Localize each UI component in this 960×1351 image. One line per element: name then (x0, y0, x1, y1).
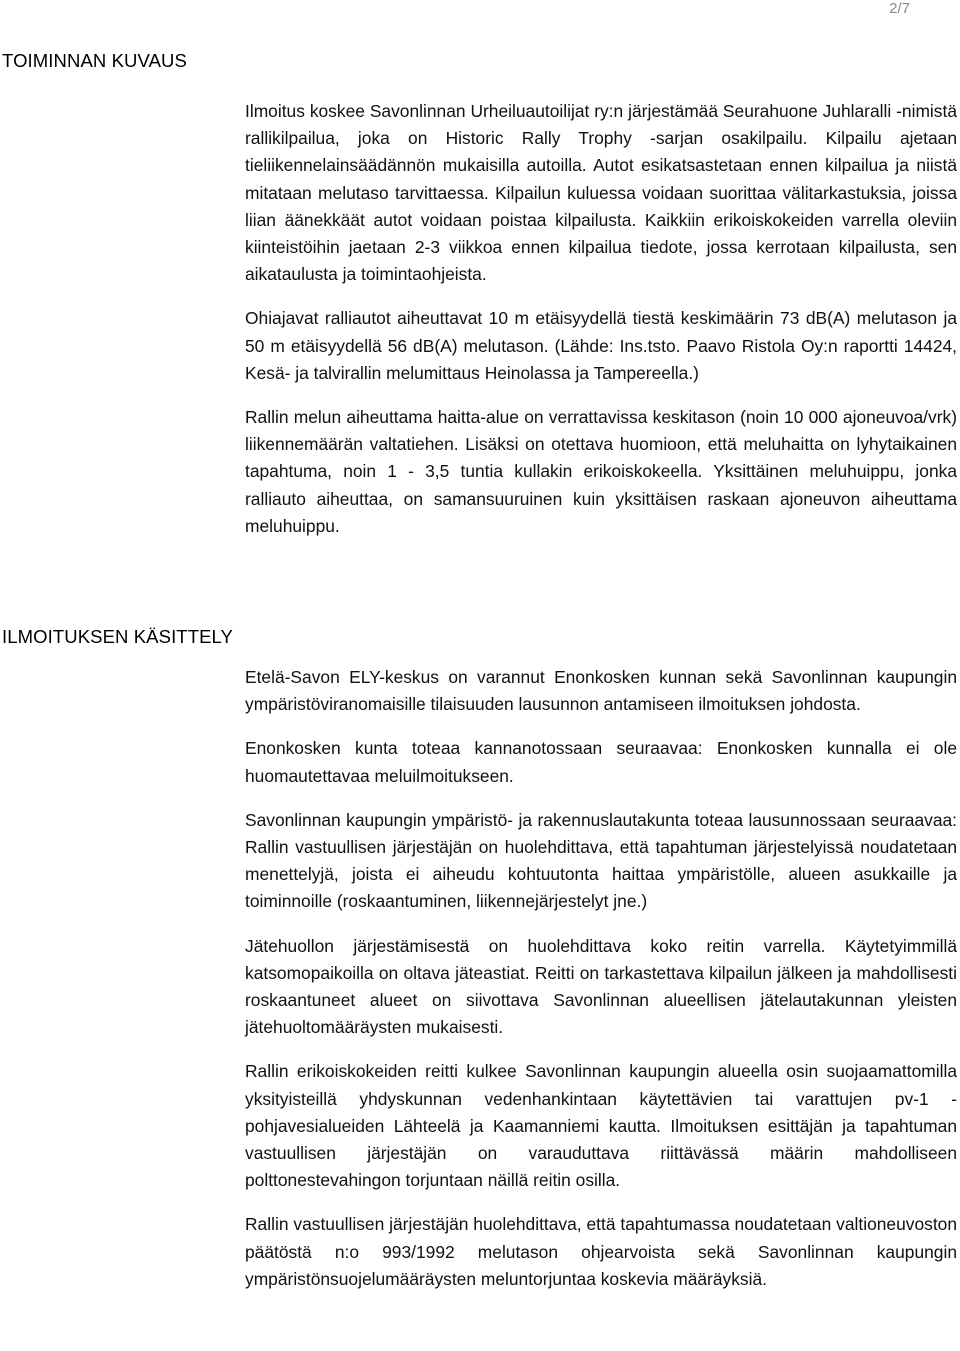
paragraph: Rallin vastuullisen järjestäjän huolehdittava, että tapahtumassa noudatetaan valtioneuvoston päätöstä n:o 993/1992 melutason ohjearvoista sekä Savonlinnan kaupungin ympäristönsuojelumääräysten meluntorjuntaa koskevia määräyksiä. (245, 1214, 957, 1289)
section-heading-toiminnan-kuvaus: TOIMINNAN KUVAUS (2, 50, 187, 71)
paragraph: Enonkosken kunta toteaa kannanotossaan seuraavaa: Enonkosken kunnalla ei ole huomautettavaa meluilmoitukseen. (245, 738, 957, 786)
paragraph: Savonlinnan kaupungin ympäristö- ja rakennuslautakunta toteaa lausunnossaan seuraavaa: Rallin vastuullisen järjestäjän on huolehdittava, että tapahtuman järjestelyissä noudatetaan menettelyjä, joista ei aiheudu kohtuutonta haittaa ympäristölle, alueen asukkaille ja toiminnoille (roskaantuminen, liikennejärjestelyt jne.) (245, 809, 957, 912)
section-body-toiminnan-kuvaus (245, 98, 957, 557)
section-heading-ilmoituksen-kasittely: ILMOITUKSEN KÄSITTELY (2, 626, 234, 647)
paragraph: Ilmoitus koskee Savonlinnan Urheiluautoilijat ry:n järjestämää Seurahuone Juhlaralli -nimistä rallikilpailua, joka on Historic Rally Trophy -sarjan osakilpailu. Kilpailu ajetaan tieliikennelainsäädännön mukaisilla autoilla. Autot esikatsastetaan ennen kilpailua ja niistä mitataan melutaso tarvittaessa. Kilpailun kuluessa voidaan suorittaa välitarkastuksia, joissa liian äänekkäät autot voidaan poistaa kilpailusta. Kaikkiin erikoiskokeiden varrella oleviin kiinteistöihin jaetaan 2-3 viikkoa ennen kilpailua tiedote, jossa kerrotaan kilpailusta, sen aikataulusta ja toimintaohjeista. (245, 101, 957, 285)
page-number: 2/7 (889, 0, 910, 17)
paragraph: Rallin erikoiskokeiden reitti kulkee Savonlinnan kaupungin alueella osin suojaamattomilla yksityisteillä yhdyskunnan vedenhankintaan käytettävien tai varattujen pv-1 -pohjavesialueiden Lähteelä ja Kaamanniemi kautta. Ilmoituksen esittäjän ja tapahtuman vastuullisen järjestäjän on varauduttava riittävässä määrin mahdolliseen polttonestevahingon torjuntaan näillä reitin osilla. (245, 1061, 957, 1191)
paragraph: Rallin melun aiheuttama haitta-alue on verrattavissa keskitason (noin 10 000 ajoneuvoa/vrk) liikennemäärän valtatiehen. Lisäksi on otettava huomioon, että meluhaitta on lyhytaikainen tapahtuma, noin 1 - 3,5 tuntia kullakin erikoiskokeella. Yksittäinen meluhuippu, jonka ralliauto aiheuttaa, on samansuuruinen kuin yksittäisen raskaan ajoneuvon aiheuttama meluhuippu. (245, 407, 957, 536)
paragraph: Ohiajavat ralliautot aiheuttavat 10 m etäisyydellä tiestä keskimäärin 73 dB(A) melutason ja 50 m etäisyydellä 56 dB(A) melutason. (Lähde: Ins.tsto. Paavo Ristola Oy:n raportti 14424, Kesä- ja talvirallin melumittaus Heinolassa ja Tampereella.) (245, 308, 957, 383)
paragraph: Etelä-Savon ELY-keskus on varannut Enonkosken kunnan sekä Savonlinnan kaupungin ympäristöviranomaisille tilaisuuden lausunnon antamiseen ilmoituksen johdosta. (245, 667, 957, 715)
paragraph: Jätehuollon järjestämisestä on huolehdittava koko reitin varrella. Käytetyimmillä katsomopaikoilla on oltava jäteastiat. Reitti on tarkastettava kilpailun jälkeen ja mahdollisesti roskaantuneet alueet on siivottava Savonlinnan alueellisen jätelautakunnan yleisten jätehuoltomääräysten mukaisesti. (245, 935, 957, 1038)
section-body-ilmoituksen-kasittely (245, 664, 957, 1310)
